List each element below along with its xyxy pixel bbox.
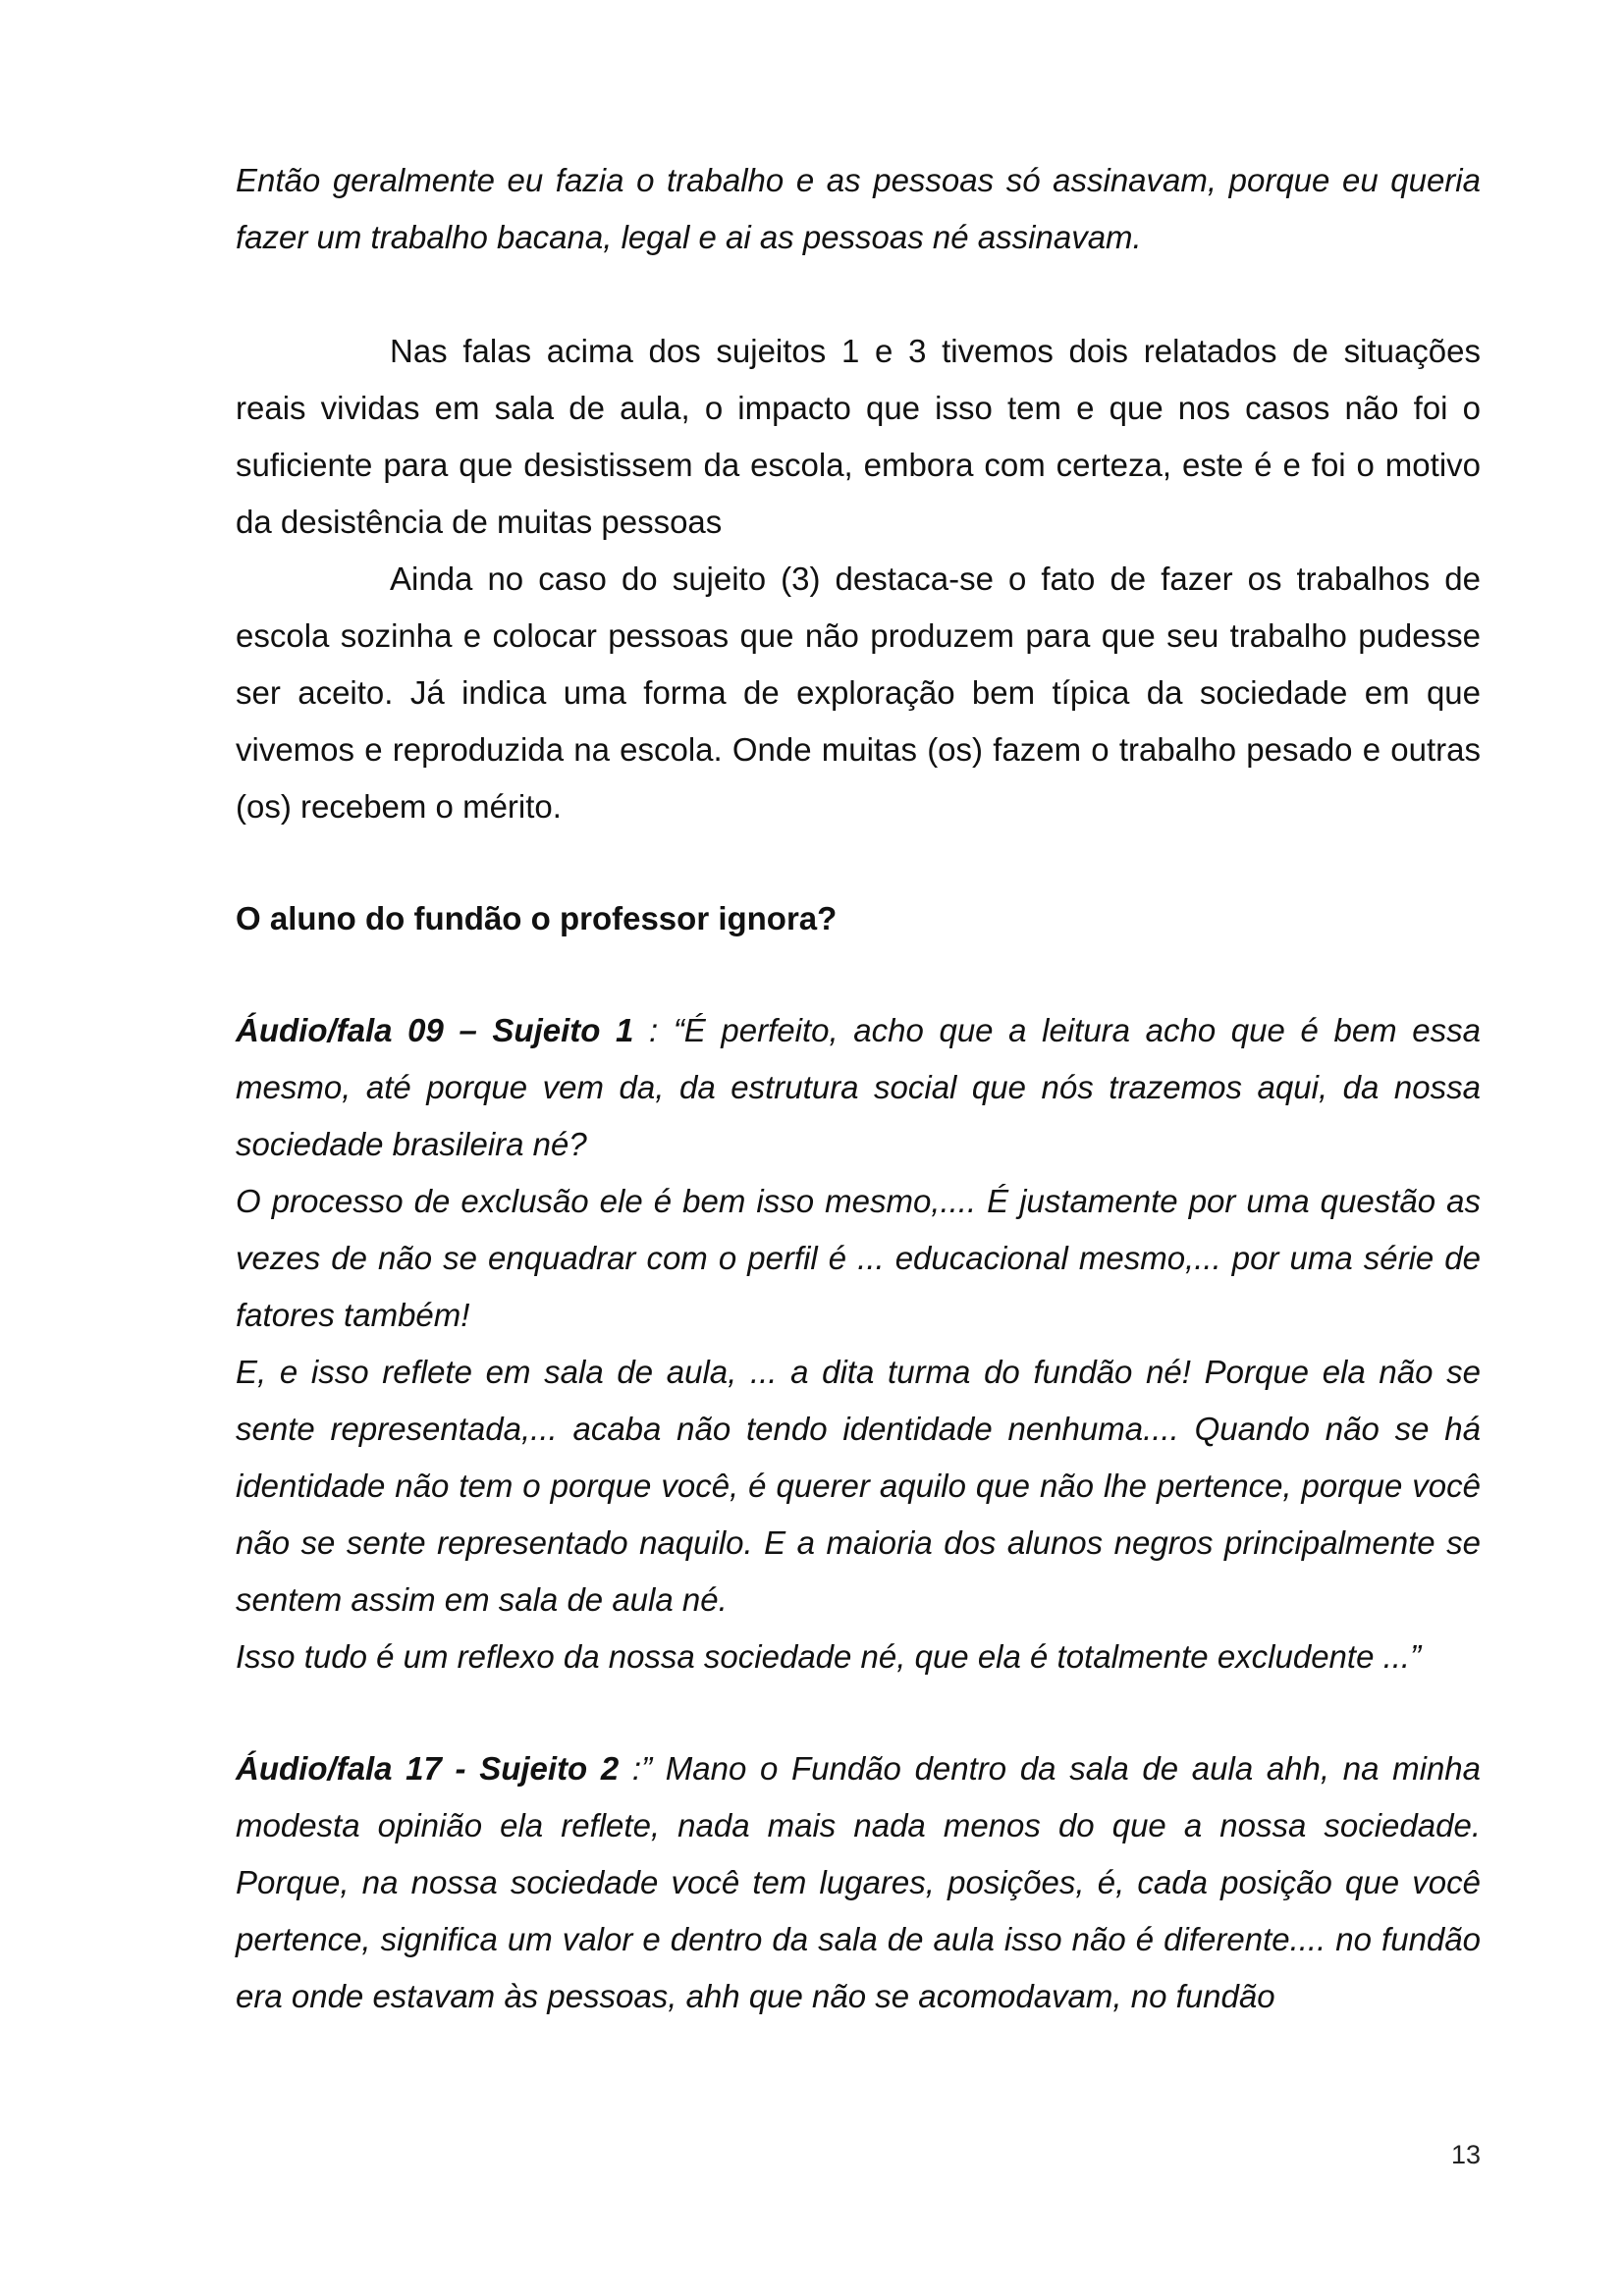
quote-1-first-line bbox=[236, 1002, 1481, 1173]
quote-2-first-line bbox=[236, 1740, 1481, 2025]
quote-1-line-2: O processo de exclusão ele é bem isso mesmo,.... É justamente por uma questão as vezes de não se enquadrar com o perfil é ... educacional mesmo,... por uma série de fatores também! bbox=[236, 1183, 1481, 1333]
quote-2-opening: :” Mano o Fundão dentro da sala de aula ahh, na minha modesta opinião ela reflete, nada mais nada menos do que a nossa sociedade. Porque, na nossa sociedade você tem lugares, posições, é, cada posição que você pertence, significa um valor e dentro da sala de aula isso não é diferente.... no fundão era onde estavam às pessoas, ahh que não se acomodavam, no fundão bbox=[236, 1750, 1482, 2014]
intro-paragraph: Então geralmente eu fazia o trabalho e as pessoas só assinavam, porque eu queria fazer um trabalho bacana, legal e ai as pessoas né assinavam. bbox=[236, 162, 1481, 255]
page-number: 13 bbox=[1451, 2140, 1482, 2169]
quote-1-speaker: Áudio/fala 09 – Sujeito 1 bbox=[236, 1012, 634, 1048]
analysis-paragraph-2: Ainda no caso do sujeito (3) destaca-se o fato de fazer os trabalhos de escola sozinha e colocar pessoas que não produzem para que seu trabalho pudesse ser aceito. Já indica uma forma de exploração bem típica da sociedade em que vivemos e reproduzida na escola. Onde muitas (os) fazem o trabalho pesado e outras (os) recebem o mérito. bbox=[236, 561, 1481, 825]
quote-block-2 bbox=[236, 1740, 1481, 2025]
quote-1-opening: : “É perfeito, acho que a leitura acho que é bem essa mesmo, até porque vem da, da estrutura social que nós trazemos aqui, da nossa sociedade brasileira né? bbox=[236, 1012, 1481, 1162]
page-content bbox=[236, 152, 1481, 2025]
quote-2-speaker: Áudio/fala 17 - Sujeito 2 bbox=[236, 1750, 620, 1787]
quote-1-line-3: E, e isso reflete em sala de aula, ... a dita turma do fundão né! Porque ela não se sente representada,... acaba não tendo identidade nenhuma.... Quando não se há identidade não tem o porque você, é querer aquilo que não lhe pertence, porque você não se sente representado naquilo. E a maioria dos alunos negros principalmente se sentem assim em sala de aula né. bbox=[236, 1354, 1481, 1618]
section-heading: O aluno do fundão o professor ignora? bbox=[236, 900, 838, 936]
quote-block-1 bbox=[236, 1002, 1481, 1685]
quote-1-line-4: Isso tudo é um reflexo da nossa sociedade né, que ela é totalmente excludente ...” bbox=[236, 1638, 1422, 1675]
analysis-paragraph-1: Nas falas acima dos sujeitos 1 e 3 tivemos dois relatados de situações reais vividas em sala de aula, o impacto que isso tem e que nos casos não foi o suficiente para que desistissem da escola, embora com certeza, este é e foi o motivo da desistência de muitas pessoas bbox=[236, 333, 1481, 540]
